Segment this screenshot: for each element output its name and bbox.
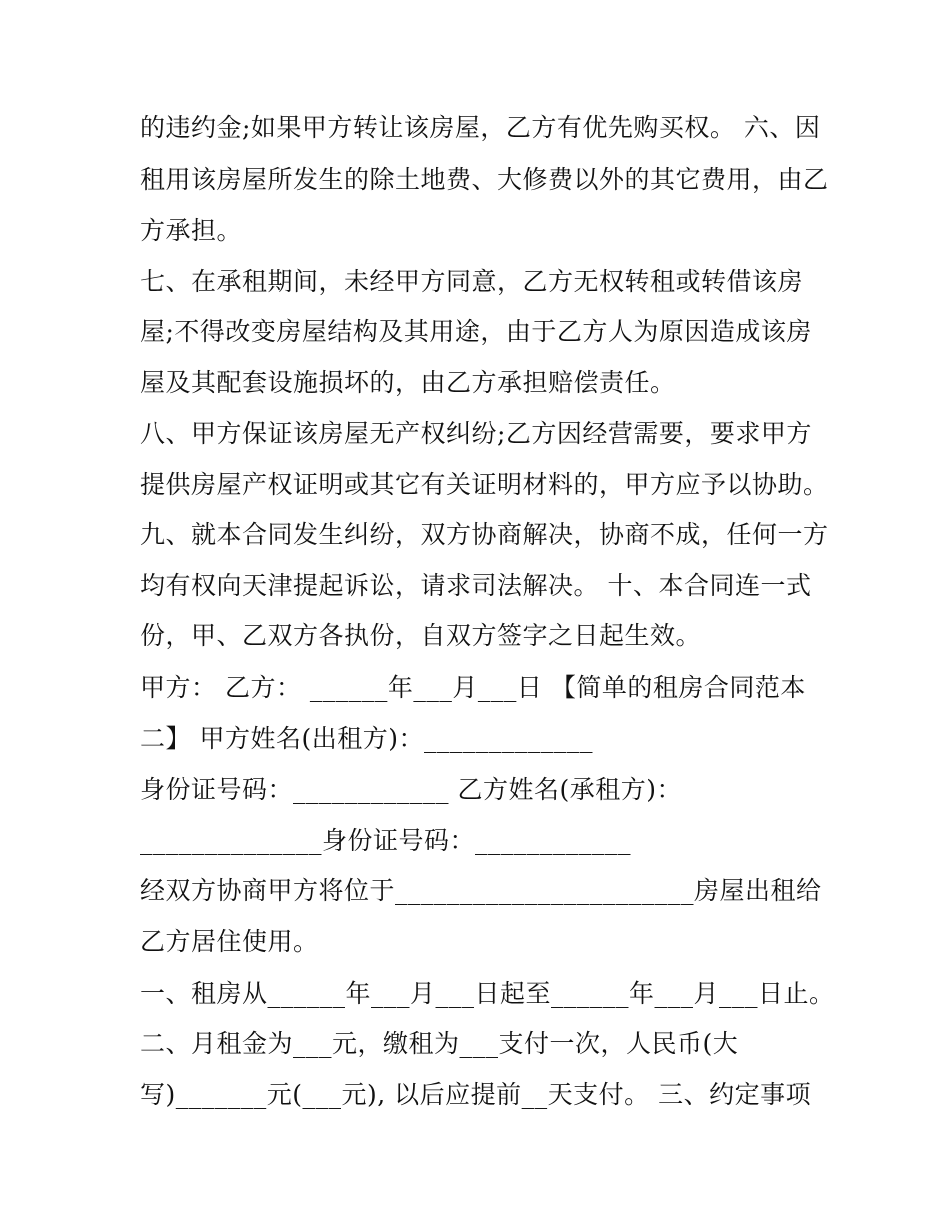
paragraph-line: 二、月租金为___元，缴租为___支付一次，人民币(大 [140,1029,739,1058]
paragraph-line: 方承担。 [140,216,243,245]
paragraph-line: 乙方居住使用。 [140,927,319,956]
paragraph-line: 屋;不得改变房屋结构及其用途，由于乙方人为原因造成该房 [140,317,812,346]
paragraph-line: 七、在承租期间，未经甲方同意，乙方无权转租或转借该房 [140,267,804,296]
paragraph-line: 租用该房屋所发生的除土地费、大修费以外的其它费用，由乙 [140,165,829,194]
paragraph-line: 提供房屋产权证明或其它有关证明材料的，甲方应予以协助。 [140,470,829,499]
paragraph-line: 写)_______元(___元), 以后应提前__天支付。 三、约定事项 [140,1080,812,1109]
paragraph-line: 份，甲、乙双方各执份，自双方签字之日起生效。 [140,621,702,650]
paragraph-line: ______________身份证号码：____________ [140,826,632,855]
paragraph-line: 均有权向天津提起诉讼，请求司法解决。 十、本合同连一式 [140,571,812,600]
paragraph-line: 二】 甲方姓名(出租方)：_____________ [140,724,593,753]
paragraph-line: 的违约金;如果甲方转让该房屋，乙方有优先购买权。 六、因 [140,113,821,142]
paragraph-line: 一、租房从______年___月___日起至______年___月___日止。 [140,979,835,1008]
paragraph-line: 身份证号码：____________ 乙方姓名(承租方)： [140,775,682,804]
paragraph-line: 屋及其配套设施损坏的，由乙方承担赔偿责任。 [140,368,676,397]
paragraph-line: 八、甲方保证该房屋无产权纠纷;乙方因经营需要，要求甲方 [140,419,812,448]
paragraph-line: 经双方协商甲方将位于_______________________房屋出租给 [140,876,822,905]
signature-line: 甲方： 乙方： ______年___月___日 【简单的租房合同范本 [140,673,806,702]
paragraph-line: 九、就本合同发生纠纷，双方协商解决，协商不成，任何一方 [140,520,829,549]
